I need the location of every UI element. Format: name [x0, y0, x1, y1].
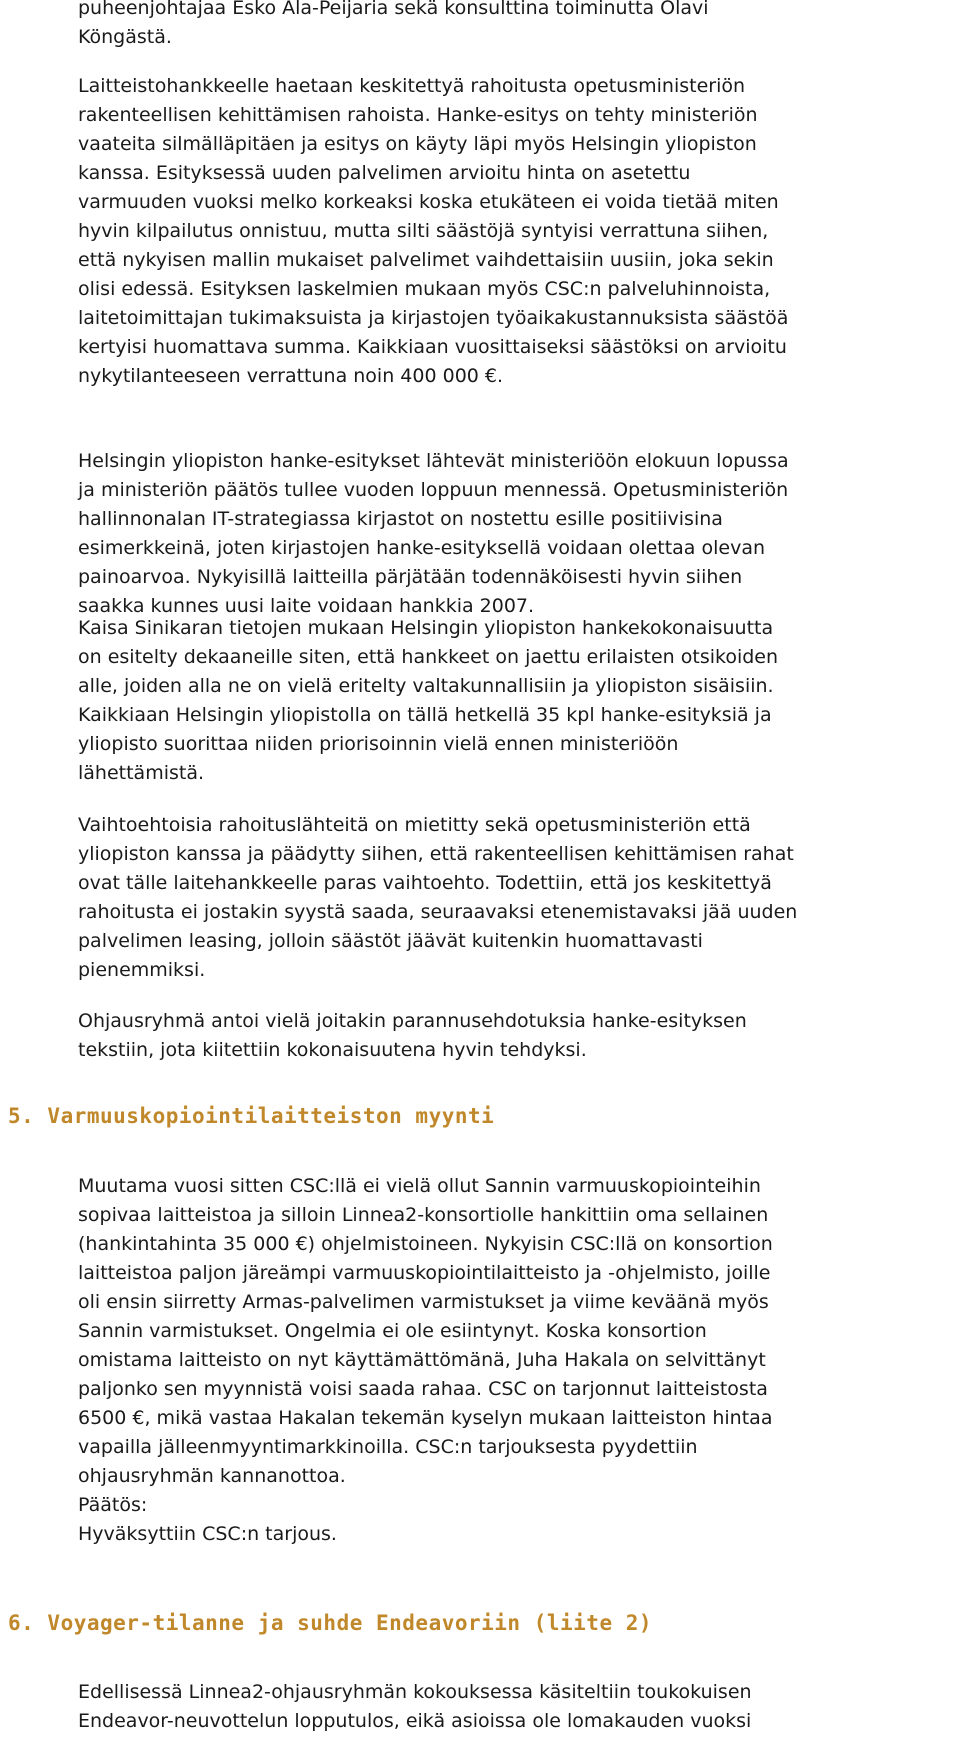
text-line: 6500 €, mikä vastaa Hakalan tekemän kyselyn mukaan laitteiston hintaa — [78, 1407, 773, 1429]
text-line: Kaisa Sinikaran tietojen mukaan Helsingin yliopiston hankekokonaisuutta — [78, 617, 774, 639]
text-line: rahoitusta ei jostakin syystä saada, seuraavaksi etenemistavaksi jää uuden — [78, 901, 798, 923]
text-line: Vaihtoehtoisia rahoituslähteitä on mietitty sekä opetusministeriön että — [78, 814, 751, 836]
text-line: on esitelty dekaaneille siten, että hankkeet on jaettu erilaisten otsikoiden — [78, 646, 779, 668]
sinikara-paragraph — [78, 614, 948, 788]
text-line: kertyisi huomattava summa. Kaikkiaan vuosittaiseksi säästöksi on arvioitu — [78, 336, 787, 358]
text-line: esimerkkeinä, joten kirjastojen hanke-esityksellä voidaan olettaa olevan — [78, 537, 766, 559]
text-line: Laitteistohankkeelle haetaan keskitettyä rahoitusta opetusministeriön — [78, 75, 746, 97]
text-line: että nykyisen mallin mukaiset palvelimet vaihdettaisiin uusiin, joka sekin — [78, 249, 774, 271]
text-line: alle, joiden alla ne on vielä eritelty valtakunnallisiin ja yliopiston sisäisiin. — [78, 675, 774, 697]
section-5-heading: 5. Varmuuskopiointilaitteiston myynti — [8, 1104, 495, 1128]
steering-paragraph — [78, 1007, 948, 1065]
text-line: rakenteellisen kehittämisen rahoista. Hanke-esitys on tehty ministeriön — [78, 104, 758, 126]
text-line: painoarvoa. Nykyisillä laitteilla pärjätään todennäköisesti hyvin siihen — [78, 566, 743, 588]
text-line: oli ensin siirretty Armas-palvelimen varmistukset ja viime keväänä myös — [78, 1291, 769, 1313]
text-line: paljonko sen myynnistä voisi saada rahaa. CSC on tarjonnut laitteistosta — [78, 1378, 768, 1400]
text-line: omistama laitteisto on nyt käyttämättömänä, Juha Hakala on selvittänyt — [78, 1349, 766, 1371]
text-line: kanssa. Esityksessä uuden palvelimen arvioitu hinta on asetettu — [78, 162, 691, 184]
intro-paragraph — [78, 0, 948, 52]
text-line: laitteistoa paljon järeämpi varmuuskopiointilaitteisto ja -ohjelmisto, joille — [78, 1262, 771, 1284]
text-line: varmuuden vuoksi melko korkeaksi koska etukäteen ei voida tietää miten — [78, 191, 779, 213]
text-line: palvelimen leasing, jolloin säästöt jäävät kuitenkin huomattavasti — [78, 930, 703, 952]
voyager-paragraph — [78, 1678, 948, 1736]
text-line: ja ministeriön päätös tullee vuoden loppuun mennessä. Opetusministeriön — [78, 479, 789, 501]
alternatives-paragraph — [78, 811, 948, 985]
text-line: vapailla jälleenmyyntimarkkinoilla. CSC:n tarjouksesta pyydettiin — [78, 1436, 698, 1458]
text-line: Endeavor-neuvottelun lopputulos, eikä asioissa ole lomakauden vuoksi — [78, 1710, 752, 1732]
funding-paragraph — [78, 72, 948, 391]
text-line: Helsingin yliopiston hanke-esitykset lähtevät ministeriöön elokuun lopussa — [78, 450, 789, 472]
text-line: laitetoimittajan tukimaksuista ja kirjastojen työaikakustannuksista säästöä — [78, 307, 789, 329]
backup-paragraph — [78, 1172, 948, 1491]
text-line: Sannin varmistukset. Ongelmia ei ole esiintynyt. Koska konsortion — [78, 1320, 707, 1342]
decision-text: Hyväksyttiin CSC:n tarjous. — [78, 1523, 337, 1545]
text-line: yliopisto suorittaa niiden priorisoinnin vielä ennen ministeriöön — [78, 733, 679, 755]
text-line: lähettämistä. — [78, 762, 205, 784]
decision-label: Päätös: — [78, 1494, 148, 1516]
text-line: hallinnonalan IT-strategiassa kirjastot on nostettu esille positiivisina — [78, 508, 723, 530]
text-line: ovat tälle laitehankkeelle paras vaihtoehto. Todettiin, että jos keskitettyä — [78, 872, 772, 894]
text-line: sopivaa laitteistoa ja silloin Linnea2-konsortiolle hankittiin oma sellainen — [78, 1204, 769, 1226]
text-line: vaateita silmälläpitäen ja esitys on käyty läpi myös Helsingin yliopiston — [78, 133, 757, 155]
text-line: yliopiston kanssa ja päädytty siihen, että rakenteellisen kehittämisen rahat — [78, 843, 794, 865]
text-line: olisi edessä. Esityksen laskelmien mukaan myös CSC:n palveluhinnoista, — [78, 278, 771, 300]
text-line: Ohjausryhmä antoi vielä joitakin parannusehdotuksia hanke-esityksen — [78, 1010, 747, 1032]
text-line: saakka kunnes uusi laite voidaan hankkia 2007. — [78, 595, 535, 617]
text-line: Muutama vuosi sitten CSC:llä ei vielä ollut Sannin varmuuskopiointeihin — [78, 1175, 761, 1197]
text-line: (hankintahinta 35 000 €) ohjelmistoineen. Nykyisin CSC:llä on konsortion — [78, 1233, 773, 1255]
decision-block — [78, 1491, 948, 1549]
text-line: nykytilanteeseen verrattuna noin 400 000 €. — [78, 365, 504, 387]
text-line: puheenjohtajaa Esko Ala-Peijaria sekä konsulttina toiminutta Olavi — [78, 0, 709, 19]
helsinki-paragraph — [78, 447, 948, 621]
text-line: ohjausryhmän kannanottoa. — [78, 1465, 346, 1487]
text-line: pienemmiksi. — [78, 959, 206, 981]
text-line: hyvin kilpailutus onnistuu, mutta silti säästöjä syntyisi verrattuna siihen, — [78, 220, 769, 242]
section-6-heading: 6. Voyager-tilanne ja suhde Endeavoriin (liite 2) — [8, 1611, 653, 1635]
text-line: Köngästä. — [78, 26, 172, 48]
text-line: tekstiin, jota kiitettiin kokonaisuutena hyvin tehdyksi. — [78, 1039, 587, 1061]
text-line: Kaikkiaan Helsingin yliopistolla on tällä hetkellä 35 kpl hanke-esityksiä ja — [78, 704, 772, 726]
text-line: Edellisessä Linnea2-ohjausryhmän kokouksessa käsiteltiin toukokuisen — [78, 1681, 752, 1703]
